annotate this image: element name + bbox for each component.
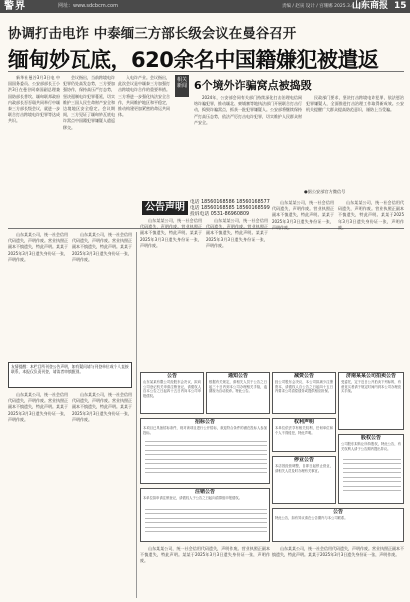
- page-number: 15: [394, 1, 407, 11]
- classified-column-6: 山东某某公司，统一社会信用代码遗失，声明作废。营业执照正副本不慎遗失，特此声明。某某于2025年3月3日遗失身份证一张，声明作废。: [206, 218, 268, 248]
- ad-hotlines: [190, 200, 270, 218]
- classified-column-1: 山东某某公司，统一社会信用代码遗失，声明作废。营业执照正副本不慎遗失，特此声明。某某于2025年3月3日遗失身份证一张，声明作废。: [8, 232, 68, 262]
- story-column-2: 会议指出，当前跨境电诈犯罪仍处高发态势，三方要加强协作，保持高压严打态势，坚决遏制电诈犯罪蔓延，切实维护三国人民生命财产安全和边境地区安全稳定。会议期间，三方见证了缅甸妙瓦底电诈窝点中国籍犯罪嫌疑人遣返移交。: [63, 75, 115, 130]
- hotline-1: 电话 18560168586 18560168577: [190, 200, 270, 205]
- classified-column-4: 山东某某公司，统一社会信用代码遗失，声明作废。营业执照正副本不慎遗失，特此声明。某某于2025年3月3日遗失身份证一张，声明作废。: [72, 392, 132, 422]
- notice-box-7: 股权公告 公司股东拟转让所持股权，特此公告，有关权利人请于公告期内提出异议。: [338, 434, 404, 504]
- reader-notice: 友情提醒：本栏目所刊登公告声明，如有疑问请与刊登单位或个人直接联系，本报仅负责刊登，请读者审慎甄别。: [8, 362, 132, 388]
- notice-box-3: 减资公告 经公司股东会决议，本公司拟减少注册资本，请债权人自公告之日起四十五日内要求公司清偿债务或提供相应担保。: [272, 372, 336, 414]
- classified-column-2: 山东某某公司，统一社会信用代码遗失，声明作废。营业执照正副本不慎遗失，特此声明。某某于2025年3月3日遗失身份证一张，声明作废。: [72, 232, 132, 262]
- classified-column-9: 山东某某公司，统一社会信用代码遗失，声明作废。营业执照正副本不慎遗失，特此声明。某某于2025年3月3日遗失身份证一张，声明作废。: [140, 546, 270, 564]
- headline-rule: [8, 71, 404, 72]
- notice-box-1: 公告 山东某某有限公司经股东会决议，拟向公司登记机关申请注销登记，请债权人自本公告之日起四十五日内向本公司申报债权。: [140, 372, 204, 414]
- related-news-tag: 相关新闻: [175, 75, 189, 97]
- notice-box-2: 通知公告 根据有关规定，请相关人员于公告之日起三十日内到本公司办理相关手续，逾期视为自动放弃。特此公告。: [206, 372, 270, 414]
- classified-column-3: 山东某某公司，统一社会信用代码遗失，声明作废。营业执照正副本不慎遗失，特此声明。某某于2025年3月3日遗失身份证一张，声明作废。: [8, 392, 68, 422]
- ad-section-label: 公告声明: [142, 201, 188, 215]
- notice-box-4: 济南某某公司拍卖公告 受委托，定于近日公开拍卖下列标的，有意竞买者请于规定时间内到本公司办理竞买手续。: [338, 372, 404, 430]
- story-column-3: 入电诈产业。会议指出，此次会议是中缅泰三方加强打击跨境电诈合作的重要举措。三方将进一步强化执法安全合作，共同维护地区和平稳定，推动构建更加紧密的命运共同体。: [118, 75, 170, 118]
- website-url[interactable]: 网址：www.sdcbcm.com: [58, 3, 118, 9]
- classified-column-5: 山东某某公司，统一社会信用代码遗失，声明作废。营业执照正副本不慎遗失，特此声明。某某于2025年3月3日遗失身份证一张，声明作废。: [140, 218, 202, 248]
- editor-meta: 责编 / 赵寅 设计 / 宫珊娜 2025.3.4 星期二: [282, 4, 370, 9]
- paper-name: 山东商报: [352, 1, 389, 11]
- column-divider: [136, 232, 137, 598]
- notice-box-9: 注销公告 本单位拟申请注销登记，请债权人于公告之日起向清算组申报债权。: [140, 488, 270, 542]
- kicker-headline: 协调打击电诈 中泰缅三方部长级会议在曼谷召开: [8, 26, 297, 42]
- story-column-1: 新华社曼谷3月3日电 中国国务委员、公安部部长王小洪3日在曼谷同泰国副总理兼国防部长普坎、缅甸联邦政府内政部长吞吞瑙共同举行中缅泰三方部长级会议，就进一步联合打击跨境电诈犯罪等达成共识。: [8, 75, 60, 124]
- hotline-2: 电话 18560168585 18560168599: [190, 206, 270, 211]
- classified-column-8: 山东某某公司，统一社会信用代码遗失，声明作废。营业执照正副本不慎遗失，特此声明。某某于2025年3月3日遗失身份证一张，声明作废。: [338, 200, 404, 230]
- notice-box-5: 招标公告 本项目已具备招标条件，现对该项目进行公开招标，欢迎符合条件的潜在投标人参加投标。: [140, 418, 270, 484]
- page-header: [0, 0, 410, 13]
- source-credit: ●据公安部官方微信号: [304, 189, 346, 194]
- complaint-hotline: 投诉电话 0531-86960809: [190, 212, 250, 217]
- related-subhead: 6个境外诈骗窝点被捣毁: [194, 79, 312, 92]
- notice-box-8: 停业公告 本店因经营调整，自即日起停止营业，请相关人员及时办理有关事宜。: [272, 456, 336, 504]
- notice-box-6: 权利声明 本单位依法享有相关权利，任何单位和个人不得侵犯，特此声明。: [272, 418, 336, 452]
- classified-column-10: 山东某某公司，统一社会信用代码遗失，声明作废。营业执照正副本不慎遗失，特此声明。某某于2025年3月3日遗失身份证一张，声明作废。: [272, 546, 404, 558]
- main-headline: 缅甸妙瓦底，620余名中国籍嫌犯被遣返: [8, 48, 379, 72]
- classified-column-7: 山东某某公司，统一社会信用代码遗失，声明作废。营业执照正副本不慎遗失，特此声明。某某于2025年3月3日遗失身份证一张，声明作废。: [272, 200, 334, 230]
- notice-box-10: 公告 特此公告，如有异议请在公告期内与本公司联系。: [272, 508, 404, 542]
- section-name: 警界: [4, 1, 26, 12]
- related-column-1: 2024年，公安部会同有关部门持续深化打击治理电信网络诈骗犯罪，推动缅北、柬埔寨等地执法部门开展联合打击行动，捣毁诈骗窝点，抓获一批犯罪嫌疑人。公安部将继续保持严打高压态势，依法严厉打击电诈犯罪，切实维护人民群众财产安全。: [194, 95, 302, 125]
- related-column-2: 民政部门要求，坚决打击跨境电诈犯罪，依法惩治犯罪嫌疑人，全面推进打击治理工作取得新成效。公安机关提醒广大群众提高防范意识，谨防上当受骗。: [306, 95, 404, 113]
